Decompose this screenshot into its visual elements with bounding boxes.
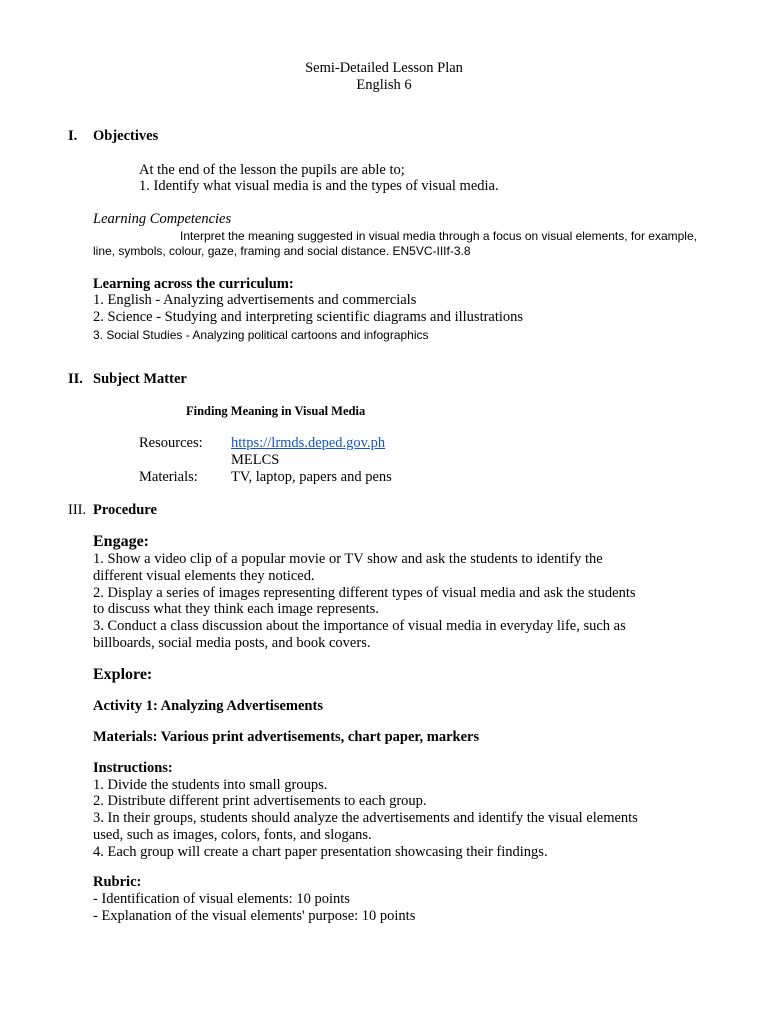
rubric-heading: Rubric:: [93, 874, 142, 890]
engage-line: billboards, social media posts, and book covers.: [93, 635, 371, 651]
engage-line: 3. Conduct a class discussion about the importance of visual media in everyday life, such as: [93, 618, 626, 634]
section-numeral-objectives: I.: [68, 128, 78, 144]
competencies-text-line1: Interpret the meaning suggested in visual media through a focus on visual elements, for example,: [180, 229, 697, 243]
objective-item: 1. Identify what visual media is and the types of visual media.: [139, 178, 499, 194]
instruction-line: 2. Distribute different print advertisements to each group.: [93, 793, 427, 809]
section-numeral-procedure: III.: [68, 502, 87, 518]
materials-label: Materials:: [139, 469, 198, 485]
instruction-line: 3. In their groups, students should analyze the advertisements and identify the visual elements: [93, 810, 638, 826]
engage-line: 1. Show a video clip of a popular movie or TV show and ask the students to identify the: [93, 551, 603, 567]
document-title: Semi-Detailed Lesson Plan: [305, 60, 463, 76]
curriculum-item: 2. Science - Studying and interpreting scientific diagrams and illustrations: [93, 309, 524, 325]
instruction-line: used, such as images, colors, fonts, and slogans.: [93, 827, 372, 843]
document-subject: English 6: [356, 77, 412, 93]
resources-label: Resources:: [139, 435, 203, 451]
resources-link[interactable]: https://lrmds.deped.gov.ph: [231, 435, 386, 451]
section-numeral-subject-matter: II.: [68, 371, 83, 387]
explore-heading: Explore:: [93, 666, 153, 683]
objectives-intro: At the end of the lesson the pupils are able to;: [139, 162, 405, 178]
section-heading-objectives: Objectives: [93, 128, 159, 144]
lesson-topic: Finding Meaning in Visual Media: [186, 404, 366, 418]
instruction-line: 1. Divide the students into small groups.: [93, 777, 328, 793]
engage-heading: Engage:: [93, 533, 149, 550]
engage-line: to discuss what they think each image represents.: [93, 601, 379, 617]
resources-extra: MELCS: [231, 452, 280, 468]
instructions-heading: Instructions:: [93, 760, 173, 776]
curriculum-item: 1. English - Analyzing advertisements and commercials: [93, 292, 417, 308]
activity-heading: Activity 1: Analyzing Advertisements: [93, 698, 323, 714]
materials-value: TV, laptop, papers and pens: [231, 469, 392, 485]
section-heading-procedure: Procedure: [93, 502, 157, 518]
curriculum-item: 3. Social Studies - Analyzing political cartoons and infographics: [93, 328, 429, 342]
section-heading-subject-matter: Subject Matter: [93, 371, 187, 387]
engage-line: different visual elements they noticed.: [93, 568, 315, 584]
engage-line: 2. Display a series of images representing different types of visual media and ask the students: [93, 585, 636, 601]
curriculum-heading: Learning across the curriculum:: [93, 276, 294, 292]
activity-materials-heading: Materials: Various print advertisements, chart paper, markers: [93, 729, 480, 745]
rubric-line: - Identification of visual elements: 10 points: [93, 891, 350, 907]
rubric-line: - Explanation of the visual elements' purpose: 10 points: [93, 908, 416, 924]
competencies-text-line2: line, symbols, colour, gaze, framing and social distance. EN5VC-IIIf-3.8: [93, 244, 471, 258]
competencies-heading: Learning Competencies: [93, 211, 232, 227]
instruction-line: 4. Each group will create a chart paper presentation showcasing their findings.: [93, 844, 548, 860]
